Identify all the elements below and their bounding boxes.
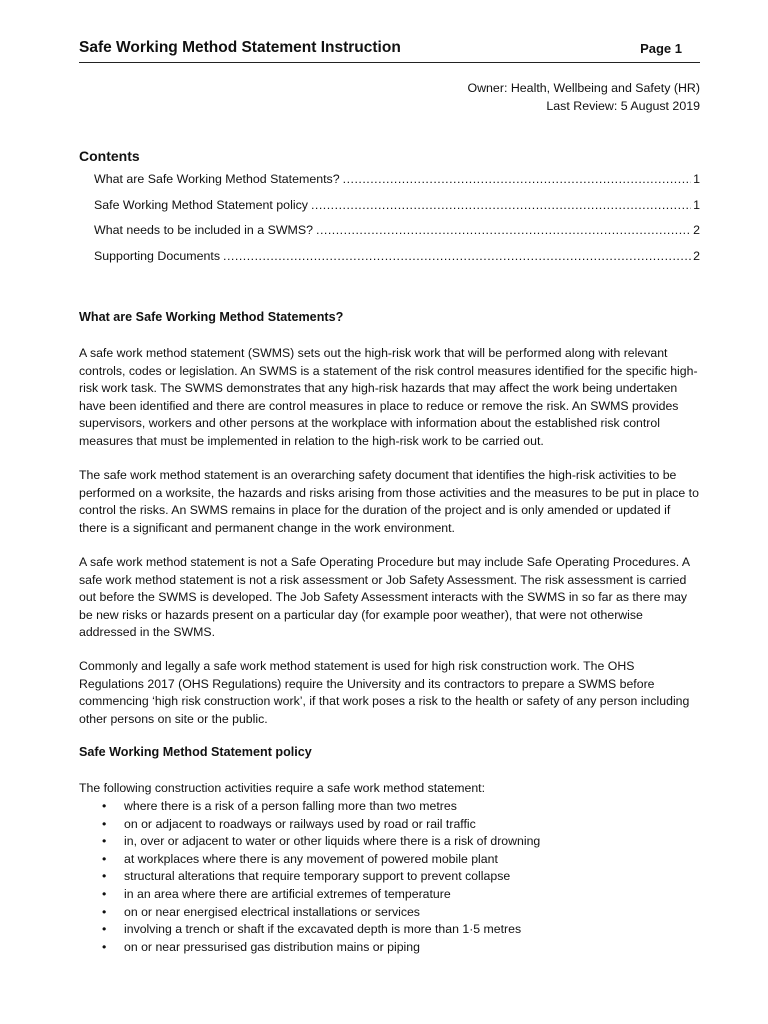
- toc-entry-page: 1: [693, 172, 700, 186]
- bullet-icon: •: [102, 886, 107, 901]
- paragraph-policy-intro: The following construction activities require a safe work method statement:: [79, 781, 485, 795]
- bullet-icon: •: [102, 922, 107, 937]
- toc-entry-page: 2: [693, 223, 700, 237]
- list-item-text: at workplaces where there is any movement of powered mobile plant: [124, 851, 498, 866]
- toc-entry-swms-policy[interactable]: [94, 198, 700, 224]
- list-item-text: on or near pressurised gas distribution mains or piping: [124, 939, 420, 954]
- paragraph-overarching-document: The safe work method statement is an overarching safety document that identifies the high-risk activities to be performed on a worksite, the hazards and risks arising from those activities and the measures to be put in place to control the risks. An SWMS remains in place for the duration of the project and is only amended or updated if there is a significant and permanent change in the work environment.: [79, 468, 699, 535]
- list-item-text: on or adjacent to roadways or railways used by road or rail traffic: [124, 816, 476, 831]
- page-header: [79, 38, 700, 63]
- paragraph-swms-definition: A safe work method statement (SWMS) sets out the high-risk work that will be performed along with relevant controls, codes or legislation. An SWMS is a statement of the risk control measures identified for the specific high-risk work task. The SWMS demonstrates that any high-risk hazards that may affect the work being undertaken have been identified and there are control measures in place to reduce or remove the risk. An SWMS provides supervisors, workers and other persons at the workplace with information about the established risk control measures that must be implemented in relation to the high-risk work to be carried out.: [79, 346, 698, 448]
- paragraph-legal-requirement: Commonly and legally a safe work method statement is used for high risk construction work. The OHS Regulations 2017 (OHS Regulations) require the University and its contractors to prepare a SWMS before commencing ‘high risk construction work’, if that work poses a risk to the health or safety of any person including other persons on site or the public.: [79, 659, 690, 726]
- paragraph-not-sop: A safe work method statement is not a Safe Operating Procedure but may include Safe Operating Procedures. A safe work method statement is not a risk assessment or Job Safety Assessment. The risk assessment is carried out before the SWMS is developed. The Job Safety Assessment interacts with the SWMS in so far as there may be new risks or hazards present on a particular day (for example poor weather), that were not otherwise addressed in the SWMS.: [79, 555, 690, 639]
- document-meta: [467, 80, 700, 115]
- owner-line: Owner: Health, Wellbeing and Safety (HR): [467, 81, 700, 95]
- bullet-icon: •: [102, 834, 107, 849]
- toc-entry-title: Safe Working Method Statement policy: [94, 197, 308, 212]
- toc-leader-dots: [311, 198, 691, 212]
- list-item-text: in, over or adjacent to water or other liquids where there is a risk of drowning: [124, 834, 541, 849]
- list-item: [79, 833, 700, 851]
- list-item: [79, 868, 700, 886]
- list-item: [79, 921, 700, 939]
- section-heading-swms-policy: Safe Working Method Statement policy: [79, 745, 312, 759]
- list-item-text: where there is a risk of a person falling more than two metres: [124, 799, 457, 813]
- list-item: [79, 816, 700, 834]
- toc-leader-dots: [343, 172, 691, 186]
- toc-entry-what-included[interactable]: [94, 223, 700, 249]
- list-item: [79, 798, 700, 816]
- list-item-text: involving a trench or shaft if the excavated depth is more than 1·5 metres: [124, 922, 522, 937]
- last-review-line: Last Review: 5 August 2019: [546, 98, 700, 113]
- list-item: [79, 851, 700, 869]
- bullet-icon: •: [102, 939, 107, 954]
- toc-entry-page: 2: [693, 248, 700, 263]
- toc-leader-dots: [223, 249, 691, 263]
- bullet-icon: •: [102, 816, 107, 831]
- list-item-text: on or near energised electrical installations or services: [124, 904, 420, 919]
- bullet-icon: •: [102, 904, 107, 919]
- list-item-text: structural alterations that require temporary support to prevent collapse: [124, 869, 511, 884]
- list-item-text: in an area where there are artificial extremes of temperature: [124, 886, 451, 901]
- table-of-contents: [94, 172, 700, 274]
- toc-entry-what-are-swms[interactable]: [94, 172, 700, 198]
- construction-activities-list: [79, 798, 700, 956]
- toc-entry-title: What needs to be included in a SWMS?: [94, 223, 314, 237]
- section-heading-what-are-swms: What are Safe Working Method Statements?: [79, 310, 344, 324]
- list-item: [79, 904, 700, 922]
- document-title: Safe Working Method Statement Instruction: [79, 39, 401, 56]
- toc-entry-page: 1: [693, 197, 700, 212]
- toc-entry-supporting-documents[interactable]: [94, 249, 700, 275]
- bullet-icon: •: [102, 869, 107, 884]
- contents-heading: Contents: [79, 148, 140, 164]
- toc-entry-title: What are Safe Working Method Statements?: [94, 172, 340, 186]
- list-item: [79, 886, 700, 904]
- list-item: [79, 939, 700, 957]
- toc-entry-title: Supporting Documents: [94, 248, 221, 263]
- toc-leader-dots: [316, 223, 691, 237]
- bullet-icon: •: [102, 851, 107, 866]
- bullet-icon: •: [102, 799, 107, 813]
- page-number: Page 1: [640, 41, 682, 56]
